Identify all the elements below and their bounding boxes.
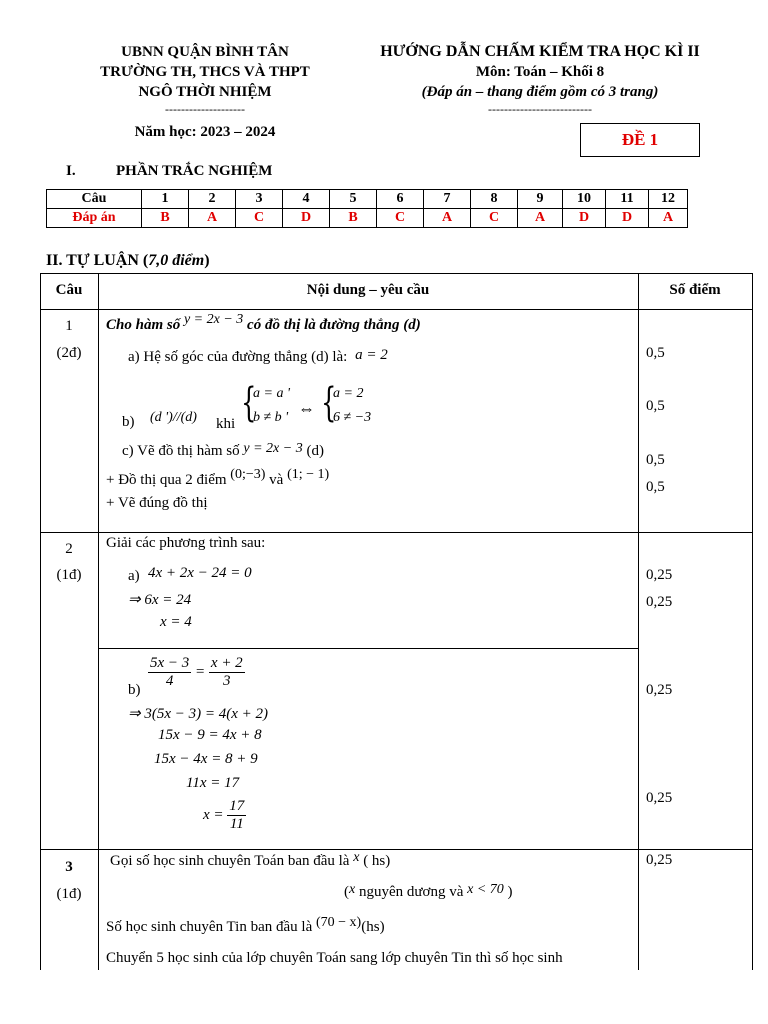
left-brace: { xyxy=(321,380,337,426)
section-points: 7,0 điểm xyxy=(148,252,205,269)
q2b-eq3: 15x − 9 = 4x + 8 xyxy=(158,727,262,743)
q1-prompt-start: Cho hàm số xyxy=(106,317,181,333)
exam-header xyxy=(340,42,740,116)
school-name-2: NGÔ THỜI NHIỆM xyxy=(138,84,272,100)
row-label: Câu xyxy=(47,190,142,209)
q2a-eq2: ⇒ 6x = 24 xyxy=(128,592,192,608)
answer-cell: C xyxy=(236,209,283,228)
answer-key-table xyxy=(46,189,688,228)
q3-paren-close: ) xyxy=(507,884,513,900)
x-equals: x = xyxy=(203,807,224,823)
fraction-denominator: 4 xyxy=(165,673,174,689)
q1-prompt xyxy=(106,312,421,334)
section-1-heading xyxy=(66,163,272,180)
section-2-heading xyxy=(46,252,210,270)
exam-code-box: ĐỀ 1 xyxy=(580,123,700,157)
q1b-label: b) xyxy=(122,414,135,430)
q3-line-1 xyxy=(110,850,391,870)
school-header xyxy=(70,42,340,142)
q1b-relation: (d ')//(d) xyxy=(150,410,197,425)
table-border xyxy=(98,648,638,649)
answer-cell: C xyxy=(377,209,424,228)
table-border xyxy=(40,309,753,310)
table-border xyxy=(752,273,753,970)
q1b-system-2b: 6 ≠ −3 xyxy=(333,410,372,425)
row-label: Đáp án xyxy=(47,209,142,228)
q1a-line xyxy=(128,349,388,366)
score-cell: 0,25 xyxy=(646,567,673,583)
q3-unit: (hs) xyxy=(361,919,385,935)
fraction-numerator: 17 xyxy=(229,798,245,814)
left-brace: { xyxy=(241,380,257,426)
q1c-text: c) Vẽ đồ thị hàm số xyxy=(122,443,240,459)
section-title-close: ) xyxy=(204,252,210,269)
q1b-khi: khi xyxy=(216,416,236,432)
q2a-label: a) xyxy=(128,568,140,584)
answer-cell: C xyxy=(471,209,518,228)
answer-cell: A xyxy=(189,209,236,228)
q2b-eq2: ⇒ 3(5x − 3) = 4(x + 2) xyxy=(128,706,268,722)
score-cell: 0,5 xyxy=(646,345,665,361)
q3-line-1-text: Gọi số học sinh chuyên Toán ban đầu là xyxy=(110,853,350,869)
question-points: (1đ) xyxy=(56,886,82,902)
question-points: (2đ) xyxy=(56,345,82,361)
q2b-label: b) xyxy=(128,682,141,698)
page-note: (Đáp án – thang điểm gồm có 3 trang) xyxy=(421,84,659,100)
divider: -------------------------- xyxy=(488,102,592,116)
q1a-answer: a = 2 xyxy=(355,347,388,363)
q1c-line-name: (d) xyxy=(306,443,324,459)
score-cell: 0,25 xyxy=(646,682,673,698)
table-border xyxy=(40,273,753,274)
q1-point-line xyxy=(106,467,330,489)
question-cell: 6 xyxy=(377,190,424,209)
section-title: II. TỰ LUẬN ( xyxy=(46,252,149,269)
q1-point-2: (1; − 1) xyxy=(287,467,330,482)
section-title: PHẦN TRẮC NGHIỆM xyxy=(116,163,273,179)
score-cell: 0,25 xyxy=(646,790,673,806)
q1b-system-1a: a = a ' xyxy=(253,386,290,401)
q3-var: x xyxy=(349,882,356,897)
q1-prompt-end: có đồ thị là đường thẳng (d) xyxy=(247,317,421,333)
answer-cell: A xyxy=(518,209,563,228)
q3-var: x xyxy=(353,850,360,865)
fraction-numerator: 5x − 3 xyxy=(150,655,190,671)
answer-cell: D xyxy=(563,209,606,228)
q3-paren-open: ( xyxy=(344,884,349,900)
question-number: 2 xyxy=(65,541,73,557)
q2b-eq5: 11x = 17 xyxy=(186,775,240,791)
fraction-denominator: 3 xyxy=(223,673,231,689)
school-name: TRƯỜNG TH, THCS VÀ THPT xyxy=(100,64,310,80)
divider: -------------------- xyxy=(165,102,245,116)
question-cell: 1 xyxy=(142,190,189,209)
q3-condition: x < 70 xyxy=(467,882,504,897)
district-name: UBNN QUẬN BÌNH TÂN xyxy=(121,44,289,60)
q1-point-1: (0;−3) xyxy=(230,467,266,482)
column-header-question: Câu xyxy=(55,282,83,298)
q1a-text: a) Hệ số góc của đường thẳng (d) là: xyxy=(128,349,348,365)
q1c-function: y = 2x − 3 xyxy=(243,441,303,456)
answer-row xyxy=(47,209,688,228)
score-cell: 0,25 xyxy=(646,852,673,868)
question-cell: 8 xyxy=(471,190,518,209)
q3-expression: (70 − x) xyxy=(316,915,362,930)
answer-cell: D xyxy=(283,209,330,228)
question-cell: 2 xyxy=(189,190,236,209)
q1b-system-2a: a = 2 xyxy=(333,386,364,401)
table-border xyxy=(638,273,639,970)
question-cell: 10 xyxy=(563,190,606,209)
q3-line-3-text: Số học sinh chuyên Tin ban đầu là xyxy=(106,919,313,935)
equals-sign: = xyxy=(195,663,206,680)
score-cell: 0,5 xyxy=(646,398,665,414)
question-cell: 12 xyxy=(649,190,688,209)
table-border xyxy=(40,849,753,850)
q3-unit: ( hs) xyxy=(363,853,391,869)
subject-line: Môn: Toán – Khối 8 xyxy=(475,64,605,80)
question-points: (1đ) xyxy=(56,567,82,583)
fraction-numerator: x + 2 xyxy=(210,655,243,671)
section-number: I. xyxy=(66,163,76,179)
q2a-eq3: x = 4 xyxy=(160,614,192,630)
q2b-eq4: 15x − 4x = 8 + 9 xyxy=(154,751,258,767)
answer-cell: A xyxy=(424,209,471,228)
q2a-eq1: 4x + 2x − 24 = 0 xyxy=(148,565,252,581)
q2b-result xyxy=(203,798,246,833)
q1c-line xyxy=(122,443,324,460)
iff-symbol: ⇔ xyxy=(298,399,315,418)
q1-draw-graph: + Vẽ đúng đồ thị xyxy=(106,495,208,511)
fraction-denominator: 11 xyxy=(229,816,244,832)
table-border xyxy=(98,273,99,970)
question-cell: 3 xyxy=(236,190,283,209)
q2-intro: Giải các phương trình sau: xyxy=(106,535,266,551)
table-border xyxy=(40,532,753,533)
column-header-score: Số điểm xyxy=(669,282,721,298)
q3-line-4: Chuyển 5 học sinh của lớp chuyên Toán sang lớp chuyên Tin thì số học sinh xyxy=(106,950,563,966)
q1-point-and: và xyxy=(269,472,284,488)
question-cell: 11 xyxy=(606,190,649,209)
q3-line-3 xyxy=(106,915,385,936)
school-year: Năm học: 2023 – 2024 xyxy=(134,124,276,140)
score-cell: 0,25 xyxy=(646,594,673,610)
answer-cell: B xyxy=(330,209,377,228)
answer-cell: A xyxy=(649,209,688,228)
q2b-equation xyxy=(148,655,245,690)
q3-line-2 xyxy=(344,884,513,901)
question-number: 1 xyxy=(65,318,73,334)
document-title: HƯỚNG DẪN CHẤM KIỂM TRA HỌC KÌ II xyxy=(380,43,700,60)
q1b-system-1b: b ≠ b ' xyxy=(253,410,289,425)
answer-cell: B xyxy=(142,209,189,228)
question-cell: 4 xyxy=(283,190,330,209)
question-cell: 9 xyxy=(518,190,563,209)
q3-condition-text: nguyên dương và xyxy=(358,884,464,900)
q1-function: y = 2x − 3 xyxy=(183,312,244,327)
score-cell: 0,5 xyxy=(646,479,665,495)
question-number: 3 xyxy=(65,859,73,875)
question-cell: 5 xyxy=(330,190,377,209)
answer-cell: D xyxy=(606,209,649,228)
score-cell: 0,5 xyxy=(646,452,665,468)
column-header-content: Nội dung – yêu cầu xyxy=(306,282,430,298)
question-row xyxy=(47,190,688,209)
q1-point-text: + Đồ thị qua 2 điểm xyxy=(106,472,227,488)
question-cell: 7 xyxy=(424,190,471,209)
